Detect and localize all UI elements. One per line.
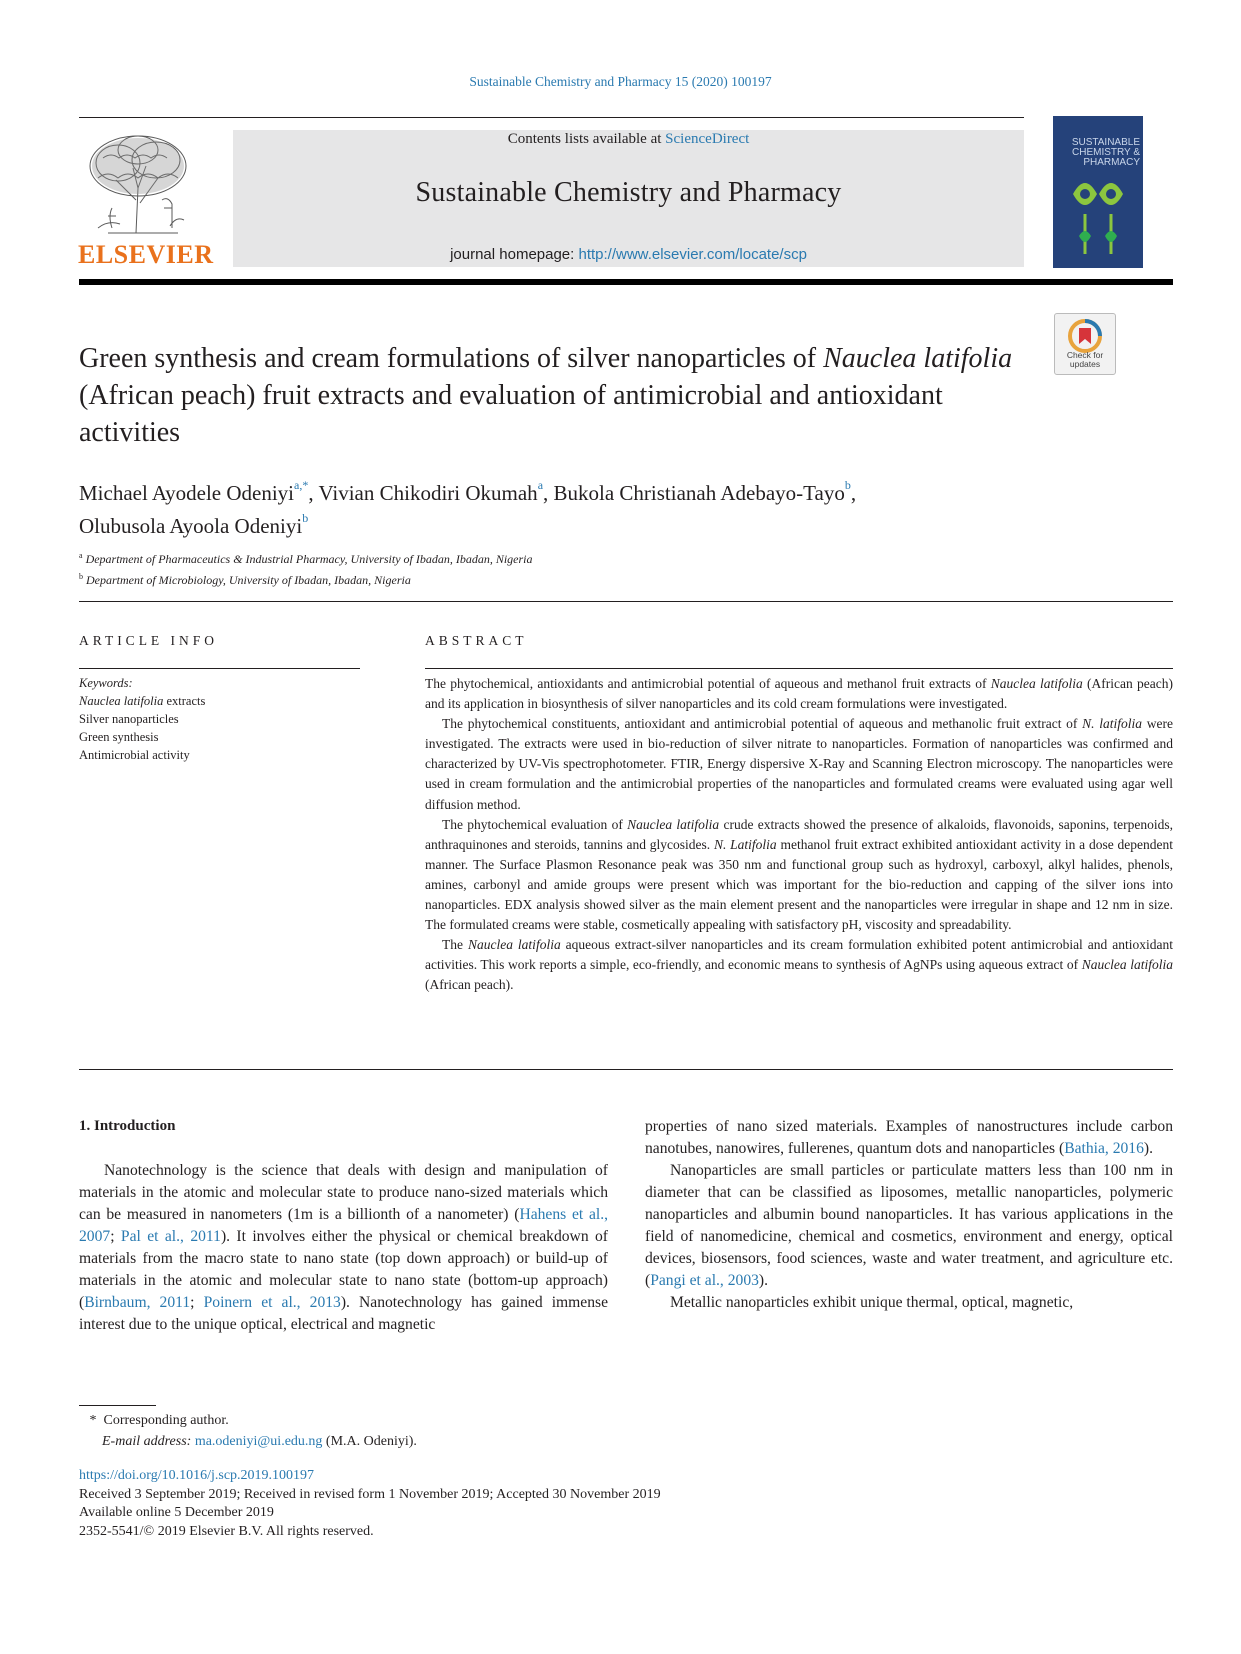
author-affiliation-mark[interactable]: a (537, 478, 544, 492)
body-paragraph (645, 1116, 1173, 1160)
email-owner: (M.A. Odeniyi). (322, 1434, 417, 1449)
keyword-item (79, 746, 360, 764)
keywords-label: Keywords: (79, 676, 133, 690)
body-column-left (79, 1160, 608, 1336)
body-text: ). It involves either the physical or chemical breakdown of materials from the macro state to nano state (top down approach) or build-up of materials in the atomic and molecular state to nano state (bottom-up approach) ( (79, 1228, 608, 1311)
abstract-italic: Nauclea latifolia (990, 676, 1083, 691)
body-paragraph (79, 1160, 608, 1336)
citation-link[interactable]: Pangi et al., 2003 (650, 1272, 759, 1289)
corresponding-note (79, 1410, 679, 1431)
author-separator: , (850, 481, 857, 505)
received-dates: Received 3 September 2019; Received in revised form 1 November 2019; Accepted 30 November 2019 (79, 1486, 661, 1502)
footnote-star: * (89, 1413, 97, 1428)
citation-link[interactable]: Hahens et al., 2007 (79, 1206, 608, 1245)
homepage-prefix: journal homepage: (450, 246, 579, 263)
title-part1: Green synthesis and cream formulations of silver nanoparticles of (79, 343, 824, 374)
body-text: properties of nano sized materials. Examples of nanostructures include carbon nanotubes, nanowires, fullerenes, quantum dots and nanoparticles ( (645, 1118, 1173, 1157)
sciencedirect-link[interactable]: ScienceDirect (665, 131, 750, 147)
author-separator: , (543, 481, 554, 505)
footnote-divider (79, 1405, 156, 1406)
doi-link[interactable]: https://doi.org/10.1016/j.scp.2019.100197 (79, 1468, 315, 1483)
author-separator: , (308, 481, 319, 505)
abstract-paragraph (425, 815, 1173, 936)
body-column-right (645, 1116, 1173, 1314)
homepage-link[interactable]: http://www.elsevier.com/locate/scp (578, 246, 807, 263)
affiliations (79, 547, 979, 589)
keyword-item (79, 692, 360, 710)
body-text: Nanoparticles are small particles or particulate matters less than 100 nm in diameter that can be classified as liposomes, metallic nanoparticles, polymeric nanoparticles and albumin bound nanoparticles. It has various applications in the field of nanomedicine, chemical and cosmetics, environment and energy, optical devices, biosensors, food sciences, waste and water treatment, and agriculture etc. ( (645, 1162, 1173, 1289)
body-text: ). (1143, 1140, 1153, 1157)
citation-link[interactable]: Poinern et al., 2013 (203, 1294, 341, 1311)
journal-cover[interactable] (1053, 116, 1143, 268)
corresponding-label: Corresponding author. (103, 1413, 229, 1428)
body-text: ). Nanotechnology has gained immense interest due to the unique optical, electrical and magnetic (79, 1294, 609, 1333)
check-for-updates-badge[interactable] (1054, 313, 1116, 375)
keyword-text: Green synthesis (79, 730, 159, 744)
citation-link[interactable]: Pal et al., 2011 (120, 1228, 221, 1245)
homepage-line (233, 246, 1024, 263)
abstract-divider (425, 668, 1173, 669)
abstract-text: (African peach). (425, 977, 514, 993)
article-info-divider (79, 668, 360, 669)
contents-prefix: Contents lists available at (507, 131, 666, 147)
abstract-text: were investigated. The extracts were used in bio-reduction of silver nitrate to nanoparticles. Formation of nanoparticles was confirmed and characterized by UV-Vis spectrophotometer. FTIR, Energy dispersive X-Ray and Scanning Electron microscopy. The nanoparticles were used in cream formulation and the antimicrobial properties of the nanoparticles and formulated creams were evaluated using agar well diffusion method. (425, 716, 1174, 812)
abstract-italic: Nauclea latifolia (467, 937, 561, 953)
keyword-text: extracts (163, 694, 206, 708)
email-label: E-mail address: (102, 1434, 192, 1449)
publication-info (79, 1467, 979, 1541)
affiliation-text: Department of Microbiology, University of Ibadan, Ibadan, Nigeria (86, 573, 411, 587)
footnote (79, 1410, 679, 1452)
abstract-end-divider (79, 1069, 1173, 1070)
journal-masthead (233, 130, 1024, 267)
keyword-italic: Nauclea latifolia (79, 694, 164, 708)
affiliation-mark: a (79, 551, 83, 560)
keywords-block (79, 674, 360, 764)
keyword-item (79, 728, 360, 746)
body-text: ). (758, 1272, 769, 1289)
citation-link[interactable]: Birnbaum, 2011 (84, 1294, 191, 1311)
copyright: 2352-5541/© 2019 Elsevier B.V. All rights reserved. (79, 1523, 374, 1539)
abstract-italic: Nauclea latifolia (627, 816, 720, 832)
introduction-heading: 1. Introduction (79, 1118, 176, 1134)
abstract-text: The (442, 937, 468, 953)
keyword-text: Antimicrobial activity (79, 748, 190, 762)
abstract-text: aqueous extract-silver nanoparticles and its cream formulation exhibited potent antimicrobial and antioxidant activities. This work reports a simple, eco-friendly, and economic means to synthesis of AgNPs using aqueous extract of (425, 937, 1173, 973)
affiliation-divider (79, 601, 1173, 602)
contents-line (233, 131, 1024, 148)
citation-link[interactable]: Bathia, 2016 (1064, 1140, 1144, 1157)
abstract-italic: N. Latifolia (713, 836, 777, 852)
abstract-paragraph (425, 714, 1173, 814)
abstract-body (425, 674, 1173, 996)
author-affiliation-mark[interactable]: b (844, 478, 851, 492)
author-name: Michael Ayodele Odeniyi (79, 481, 295, 505)
affiliation-item (79, 547, 979, 568)
elsevier-logo (78, 128, 214, 269)
abstract-paragraph (425, 674, 1173, 714)
email-note (79, 1431, 679, 1452)
cover-leaf-icon (1053, 116, 1143, 268)
check-updates-label: Check for updates (1066, 350, 1104, 369)
author-name: Olubusola Ayoola Odeniyi (79, 514, 303, 538)
body-text: Nanotechnology is the science that deals with design and manipulation of materials in the atomic and molecular state to produce nano-sized materials which can be measured in nanometers (1m is a billionth of a nanometer) ( (79, 1162, 608, 1223)
abstract-text: methanol fruit extract exhibited antioxidant activity in a dose dependent manner. The Surface Plasmon Resonance peak was 350 nm and functional group such as hydroxyl, carboxyl, alkyl halides, phenols, amines, carbonyl and amide groups were present which was important for the bio-reduction and capping of the silver ions into nanoparticles. EDX analysis showed silver as the main element present and the nanoparticles were irregular in shape and 12 nm in size. The formulated creams were stable, cosmetically appealing with satisfactory pH, viscosity and spreadability. (425, 836, 1173, 933)
author-name: Vivian Chikodiri Okumah (318, 481, 538, 505)
author-affiliation-mark[interactable]: a,* (294, 478, 309, 492)
abstract-text: crude extracts showed the presence of alkaloids, flavonoids, saponins, terpenoids, anthraquinones and steroids, tannins and glycosides. (425, 816, 1174, 852)
elsevier-wordmark: ELSEVIER (78, 240, 214, 269)
body-text: ; (110, 1228, 121, 1245)
online-date: Available online 5 December 2019 (79, 1505, 274, 1520)
body-paragraph (645, 1160, 1173, 1292)
body-text: ; (190, 1294, 204, 1311)
abstract-text: The phytochemical evaluation of (442, 816, 628, 832)
top-divider (79, 117, 1024, 118)
abstract-text: (African peach) and its application in biosynthesis of silver nanoparticles and its cold cream formulations were investigated. (425, 676, 1173, 712)
keyword-text: Silver nanoparticles (79, 712, 179, 726)
journal-title: Sustainable Chemistry and Pharmacy (415, 177, 842, 208)
tree-emblem-icon (78, 128, 202, 240)
keyword-item (79, 710, 360, 728)
abstract-text: The phytochemical, antioxidants and antimicrobial potential of aqueous and methanol fruit extracts of (425, 676, 991, 691)
abstract-italic: Nauclea latifolia (1081, 957, 1174, 973)
abstract-italic: N. latifolia (1082, 716, 1143, 732)
header-thick-divider (79, 279, 1173, 285)
body-paragraph: Metallic nanoparticles exhibit unique thermal, optical, magnetic, (670, 1294, 1074, 1311)
title-species: Nauclea latifolia (823, 343, 1013, 374)
journal-reference[interactable]: Sustainable Chemistry and Pharmacy 15 (2020) 100197 (469, 74, 772, 89)
author-list (79, 474, 1079, 540)
affiliation-mark: b (79, 572, 83, 581)
abstract-heading: ABSTRACT (425, 633, 528, 648)
article-info-heading: ARTICLE INFO (79, 633, 219, 648)
affiliation-text: Department of Pharmaceutics & Industrial Pharmacy, University of Ibadan, Ibadan, Nigeria (85, 552, 533, 566)
title-part2: (African peach) fruit extracts and evaluation of antimicrobial and antioxidant activities (79, 380, 943, 448)
affiliation-item (79, 568, 979, 589)
author-name: Bukola Christianah Adebayo-Tayo (553, 481, 845, 505)
cover-title: SUSTAINABLE CHEMISTRY & PHARMACY (1071, 137, 1140, 168)
abstract-paragraph (425, 935, 1173, 995)
article-title (79, 340, 1039, 451)
author-affiliation-mark[interactable]: b (302, 511, 309, 525)
email-link[interactable]: ma.odeniyi@ui.edu.ng (194, 1434, 323, 1449)
abstract-text: The phytochemical constituents, antioxidant and antimicrobial potential of aqueous and methanolic fruit extract of (442, 716, 1083, 732)
